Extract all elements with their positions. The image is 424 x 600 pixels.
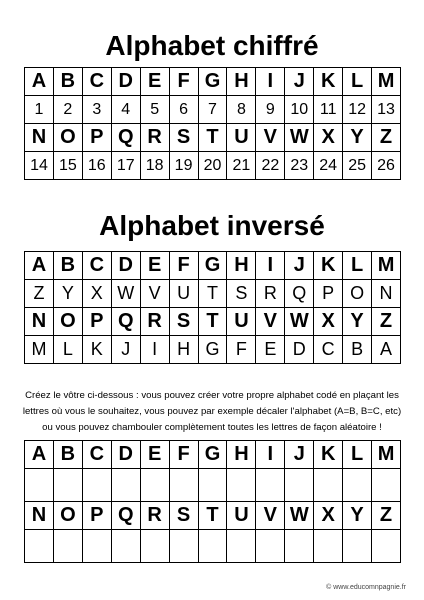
table-cell: C: [82, 252, 111, 280]
table-cell: 3: [82, 96, 111, 124]
table-row: [25, 124, 401, 152]
table-cell: R: [140, 502, 169, 530]
table-cell: 26: [372, 152, 401, 180]
table-cell: W: [285, 502, 314, 530]
table-cell: Q: [111, 308, 140, 336]
blank-cell: [343, 469, 372, 502]
table-cell: L: [53, 336, 82, 364]
table-cell: 6: [169, 96, 198, 124]
table-cell: D: [285, 336, 314, 364]
table-cell: S: [227, 280, 256, 308]
table-cell: J: [111, 336, 140, 364]
table-cell: N: [25, 502, 54, 530]
table-cell: H: [169, 336, 198, 364]
table-cell: F: [227, 336, 256, 364]
table-cell: K: [314, 68, 343, 96]
title-alphabet-chiffre: Alphabet chiffré: [105, 30, 319, 61]
table-cell: 5: [140, 96, 169, 124]
cipher-table-custom: [24, 440, 401, 563]
table-cell: Z: [25, 280, 54, 308]
table-cell: N: [25, 124, 54, 152]
table-cell: M: [372, 441, 401, 469]
table-cell: I: [256, 68, 285, 96]
table-cell: J: [285, 68, 314, 96]
table-cell: 24: [314, 152, 343, 180]
table-cell: I: [256, 441, 285, 469]
table-row: [25, 280, 401, 308]
table-cell: 11: [314, 96, 343, 124]
table-cell: V: [256, 308, 285, 336]
table-cell: A: [25, 252, 54, 280]
table-cell: X: [314, 308, 343, 336]
blank-cell: [256, 469, 285, 502]
table-row: [25, 68, 401, 96]
table-cell: D: [111, 441, 140, 469]
table-row: [25, 308, 401, 336]
table-cell: 10: [285, 96, 314, 124]
table-cell: W: [285, 124, 314, 152]
table-row: [25, 336, 401, 364]
table-cell: B: [343, 336, 372, 364]
table-cell: Q: [111, 124, 140, 152]
table-cell: L: [343, 252, 372, 280]
table-cell: T: [198, 280, 227, 308]
table-row: [25, 252, 401, 280]
table-row: [25, 96, 401, 124]
table-cell: E: [140, 252, 169, 280]
blank-cell: [82, 530, 111, 563]
table-cell: I: [140, 336, 169, 364]
table-cell: D: [111, 252, 140, 280]
table-cell: C: [82, 441, 111, 469]
table-cell: O: [53, 124, 82, 152]
table-cell: 22: [256, 152, 285, 180]
table-cell: H: [227, 252, 256, 280]
table-cell: A: [25, 441, 54, 469]
table-cell: R: [140, 124, 169, 152]
table-cell: V: [140, 280, 169, 308]
table-cell: R: [256, 280, 285, 308]
table-cell: P: [314, 280, 343, 308]
table-row: [25, 530, 401, 563]
table-cell: B: [53, 252, 82, 280]
blank-cell: [314, 530, 343, 563]
table-cell: G: [198, 68, 227, 96]
blank-cell: [140, 469, 169, 502]
blank-cell: [372, 530, 401, 563]
table-cell: H: [227, 441, 256, 469]
blank-cell: [111, 469, 140, 502]
table-cell: T: [198, 124, 227, 152]
blank-cell: [25, 530, 54, 563]
table-cell: P: [82, 308, 111, 336]
table-cell: M: [372, 252, 401, 280]
blank-cell: [82, 469, 111, 502]
blank-cell: [140, 530, 169, 563]
table-cell: 9: [256, 96, 285, 124]
table-cell: A: [372, 336, 401, 364]
table-cell: 8: [227, 96, 256, 124]
table-cell: C: [314, 336, 343, 364]
table-cell: K: [314, 441, 343, 469]
table-cell: 1: [25, 96, 54, 124]
table-cell: W: [111, 280, 140, 308]
footer-credit: © www.educomnpagnie.fr: [326, 584, 406, 591]
table-cell: X: [314, 124, 343, 152]
blank-cell: [227, 530, 256, 563]
table-cell: M: [25, 336, 54, 364]
blank-cell: [169, 530, 198, 563]
table-cell: Z: [372, 308, 401, 336]
table-cell: Y: [343, 308, 372, 336]
blank-cell: [111, 530, 140, 563]
table-cell: U: [227, 502, 256, 530]
blank-cell: [314, 469, 343, 502]
table-cell: O: [343, 280, 372, 308]
table-cell: 21: [227, 152, 256, 180]
table-cell: 13: [372, 96, 401, 124]
blank-cell: [53, 469, 82, 502]
table-cell: S: [169, 124, 198, 152]
table-row: [25, 502, 401, 530]
table-cell: U: [227, 308, 256, 336]
table-cell: G: [198, 441, 227, 469]
table-cell: E: [140, 441, 169, 469]
table-cell: 2: [53, 96, 82, 124]
blank-cell: [198, 530, 227, 563]
table-cell: C: [82, 68, 111, 96]
table-row: [25, 152, 401, 180]
table-cell: J: [285, 252, 314, 280]
title-alphabet-inverse: Alphabet inversé: [99, 210, 325, 241]
table-cell: 23: [285, 152, 314, 180]
table-cell: 4: [111, 96, 140, 124]
table-cell: Y: [343, 502, 372, 530]
cipher-table-numbers: [24, 67, 401, 180]
table-cell: 18: [140, 152, 169, 180]
table-cell: Q: [111, 502, 140, 530]
table-row: [25, 441, 401, 469]
table-cell: 17: [111, 152, 140, 180]
table-cell: U: [169, 280, 198, 308]
table-cell: 7: [198, 96, 227, 124]
table-cell: P: [82, 502, 111, 530]
table-cell: E: [256, 336, 285, 364]
table-cell: T: [198, 308, 227, 336]
table-cell: Y: [343, 124, 372, 152]
table-cell: K: [314, 252, 343, 280]
table-cell: N: [372, 280, 401, 308]
table-cell: T: [198, 502, 227, 530]
blank-cell: [285, 469, 314, 502]
table-cell: 19: [169, 152, 198, 180]
blank-cell: [169, 469, 198, 502]
table-cell: D: [111, 68, 140, 96]
table-cell: S: [169, 502, 198, 530]
table-cell: X: [82, 280, 111, 308]
blank-cell: [343, 530, 372, 563]
table-cell: P: [82, 124, 111, 152]
table-cell: U: [227, 124, 256, 152]
table-cell: S: [169, 308, 198, 336]
table-cell: J: [285, 441, 314, 469]
blank-cell: [285, 530, 314, 563]
blank-cell: [372, 469, 401, 502]
blank-cell: [25, 469, 54, 502]
table-cell: V: [256, 502, 285, 530]
table-cell: Z: [372, 124, 401, 152]
table-cell: B: [53, 441, 82, 469]
table-cell: H: [227, 68, 256, 96]
table-cell: A: [25, 68, 54, 96]
table-cell: I: [256, 252, 285, 280]
table-cell: F: [169, 441, 198, 469]
table-cell: G: [198, 252, 227, 280]
table-cell: 16: [82, 152, 111, 180]
table-cell: V: [256, 124, 285, 152]
table-cell: 14: [25, 152, 54, 180]
table-cell: Z: [372, 502, 401, 530]
table-cell: G: [198, 336, 227, 364]
table-cell: R: [140, 308, 169, 336]
table-row: [25, 469, 401, 502]
blank-cell: [198, 469, 227, 502]
blank-cell: [256, 530, 285, 563]
table-cell: N: [25, 308, 54, 336]
table-cell: W: [285, 308, 314, 336]
table-cell: X: [314, 502, 343, 530]
table-cell: K: [82, 336, 111, 364]
table-cell: B: [53, 68, 82, 96]
blank-cell: [53, 530, 82, 563]
table-cell: M: [372, 68, 401, 96]
table-cell: F: [169, 68, 198, 96]
table-cell: 25: [343, 152, 372, 180]
table-cell: L: [343, 68, 372, 96]
instructions-text: Créez le vôtre ci-dessous : vous pouvez créer votre propre alphabet codé en plaçant les lettres où vous le souhaitez, vous pouvez par exemple décaler l'alphabet (A=B, B=C, etc) ou vous pouvez chambouler complètement toutes les lettres de façon aléatoire !: [22, 390, 402, 433]
table-cell: L: [343, 441, 372, 469]
cipher-table-reversed: [24, 251, 401, 364]
table-cell: E: [140, 68, 169, 96]
table-cell: 20: [198, 152, 227, 180]
table-cell: Y: [53, 280, 82, 308]
table-cell: 15: [53, 152, 82, 180]
table-cell: O: [53, 308, 82, 336]
table-cell: Q: [285, 280, 314, 308]
table-cell: F: [169, 252, 198, 280]
table-cell: 12: [343, 96, 372, 124]
table-cell: O: [53, 502, 82, 530]
blank-cell: [227, 469, 256, 502]
